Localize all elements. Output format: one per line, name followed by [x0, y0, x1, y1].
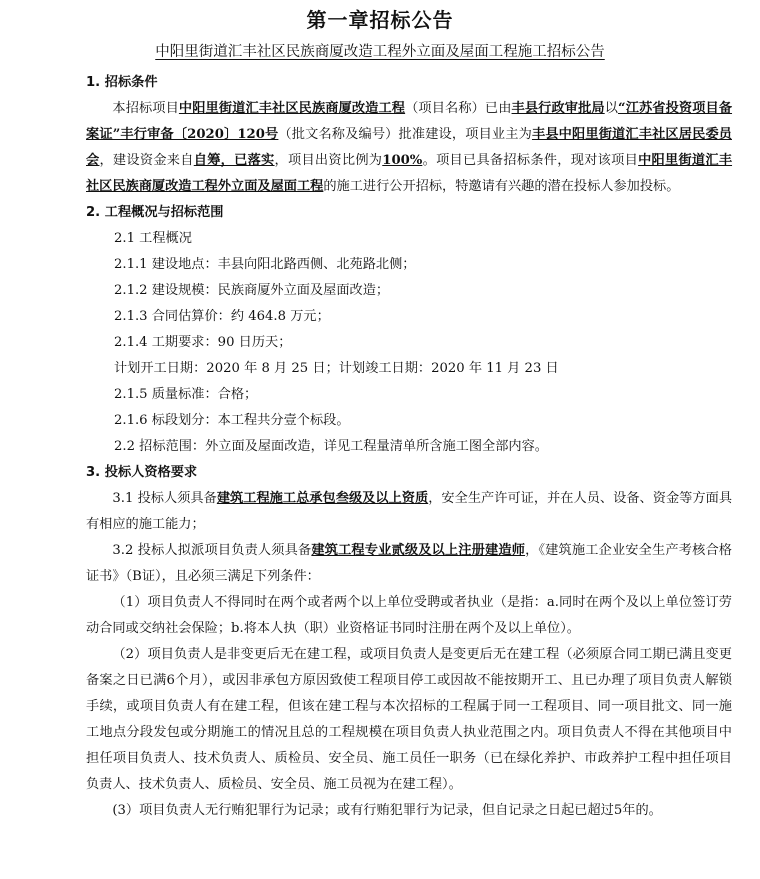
tender-project-name: 中阳里街道汇丰社区民族商厦改造工程外立面及屋面工程: [86, 153, 733, 194]
overview-line: 2.1.3 合同估算价：约 464.8 万元；: [114, 309, 330, 324]
text-run: 以: [604, 101, 618, 116]
section-1-paragraph: [86, 96, 732, 200]
document-body: [86, 70, 732, 824]
approval-authority: 丰县行政审批局: [511, 101, 605, 116]
overview-line: 2.1.1 建设地点：丰县向阳北路西侧、北苑路北侧；: [114, 257, 416, 272]
funding-ratio: 100%: [382, 153, 423, 168]
text-run: ，《建筑施工企业安全生产考核合格证书》（B证），且必须三满足下列条件：: [86, 543, 732, 584]
overview-line: 2.1.5 质量标准：合格；: [114, 387, 258, 402]
section-2-heading: 2. 工程概况与招标范围: [86, 205, 224, 220]
qualification-level: 建筑工程施工总承包叁级及以上资质: [216, 491, 429, 506]
overview-line: 2.1.2 建设规模：民族商厦外立面及屋面改造；: [114, 283, 390, 298]
overview-line: 计划开工日期：2020 年 8 月 25 日；计划竣工日期：2020 年 11 月 23 日: [114, 361, 559, 376]
project-name: 中阳里街道汇丰社区民族商厦改造工程: [178, 101, 406, 116]
text-run: ，项目出资比例为: [274, 153, 383, 168]
overview-line: 2.2 招标范围：外立面及屋面改造，详见工程量清单所含施工图全部内容。: [114, 439, 548, 454]
section-1-heading: 1. 招标条件: [86, 75, 158, 90]
text-run: （项目名称）已由: [405, 101, 512, 116]
chapter-title: 第一章招标公告: [306, 8, 454, 32]
requirement-3-1: [86, 486, 732, 538]
text-run: （批文名称及编号）批准建设，项目业主为: [278, 127, 532, 142]
project-owner: 丰县中阳里街道汇丰社区居民委员会: [86, 127, 732, 168]
overview-line: 2.1 工程概况: [114, 231, 192, 246]
overview-line: 2.1.4 工期要求：90 日历天；: [114, 335, 292, 350]
condition-2: （2）项目负责人是非变更后无在建工程，或项目负责人是变更后无在建工程（必须原合同工期已满且变更备案之日已满6个月），或因非承包方原因致使工程项目停工或因故不能按期开工、且已办理了项目负责人解锁手续，或项目负责人有在建工程，但该在建工程与本次招标的工程属于同一工程项目、同一项目批文、同一施工地点分段发包或分期施工的情况且总的工程规模在项目负责人执业范围之内。项目负责人不得在其他项目中担任项目负责人、技术负责人、质检员、安全员、施工员任一职务（已在绿化养护、市政养护工程中担任项目负责人、技术负责人、质检员、安全员、施工员视为在建工程）。: [86, 647, 732, 792]
funding-source: 自筹，已落实: [193, 153, 275, 168]
requirement-3-2: [86, 538, 732, 590]
constructor-level: 建筑工程专业贰级及以上注册建造师: [311, 543, 526, 558]
text-run: ，安全生产许可证，并在人员、设备、资金等方面具有相应的施工能力；: [86, 491, 733, 532]
text-run: 。项目已具备招标条件，现对该项目: [422, 153, 639, 168]
section-3-heading: 3. 投标人资格要求: [86, 465, 198, 480]
overview-line: 2.1.6 标段划分：本工程共分壹个标段。: [114, 413, 350, 428]
approval-document: “江苏省投资项目备案证”丰行审备〔2020〕120号: [86, 101, 733, 142]
condition-1: （1）项目负责人不得同时在两个或者两个以上单位受聘或者执业（是指：a.同时在两个及以上单位签订劳动合同或交纳社会保险；b.将本人执（职）业资格证书同时注册在两个及以上单位）。: [86, 595, 732, 636]
condition-3: (3）项目负责人无行贿犯罪行为记录；或有行贿犯罪行为记录，但自记录之日起已超过5年的。: [112, 803, 662, 818]
text-run: 的施工进行公开招标，特邀请有兴趣的潜在投标人参加投标。: [323, 179, 680, 194]
announcement-subtitle: 中阳里街道汇丰社区民族商厦改造工程外立面及屋面工程施工招标公告: [155, 44, 605, 60]
text-run: ，建设资金来自: [99, 153, 194, 168]
text-run: 本招标项目: [112, 101, 179, 116]
text-run: 3.2 投标人拟派项目负责人须具备: [112, 543, 312, 558]
text-run: 3.1 投标人须具备: [112, 491, 217, 506]
